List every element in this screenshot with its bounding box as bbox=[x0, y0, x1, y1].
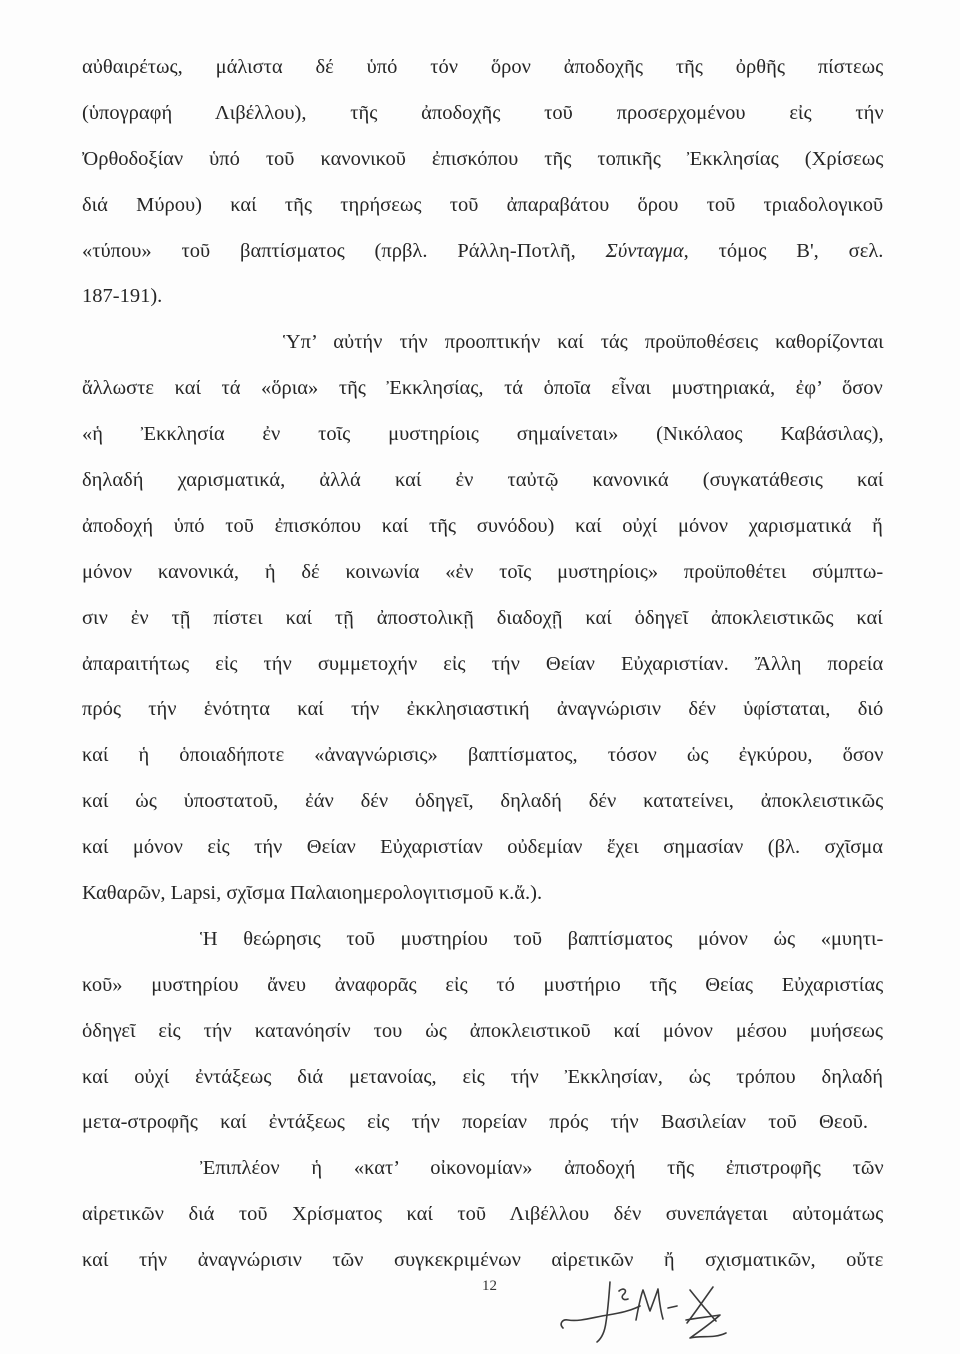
text-line bbox=[82, 550, 885, 596]
text-line bbox=[82, 229, 885, 275]
text-line bbox=[82, 687, 885, 733]
text-line bbox=[82, 458, 885, 504]
paragraph bbox=[82, 1146, 885, 1284]
italic-book-title: Σύνταγμα bbox=[605, 239, 684, 262]
line-text: ὁδηγεῖ εἰς τήν κατανόησίν του ὡς ἀποκλειστικοῦ καί μόνον μέσου μυήσεως bbox=[82, 1019, 883, 1042]
text-line bbox=[82, 779, 885, 825]
text-line bbox=[82, 504, 885, 550]
line-text: Ὀρθοδοξίαν ὑπό τοῦ κανονικοῦ ἐπισκόπου τῆς τοπικῆς Ἐκκλησίας (Χρίσεως bbox=[82, 147, 884, 170]
handwritten-signature-icon bbox=[550, 1268, 735, 1354]
line-text: διά Μύρου) καί τῆς τηρήσεως τοῦ ἀπαραβάτου ὅρου τοῦ τριαδολογικοῦ bbox=[82, 193, 884, 216]
text-line bbox=[200, 917, 885, 963]
line-text-segment: , τόμος Β', σελ. bbox=[683, 239, 884, 262]
text-line bbox=[82, 1055, 885, 1101]
page-number: 12 bbox=[482, 1278, 497, 1294]
paragraph bbox=[82, 320, 885, 917]
line-text: αἱρετικῶν διά τοῦ Χρίσματος καί τοῦ Λιβέλλου δέν συνεπάγεται αὐτομάτως bbox=[82, 1203, 884, 1226]
line-text bbox=[82, 240, 883, 262]
line-text: «ἡ Ἐκκλησία ἐν τοῖς μυστηρίοις σημαίνεται» (Νικόλαος Καβάσιλας), bbox=[82, 423, 884, 446]
text-line bbox=[82, 825, 885, 871]
line-text: αὐθαιρέτως, μάλιστα δέ ὑπό τόν ὅρον ἀποδοχῆς τῆς ὀρθῆς πίστεως bbox=[82, 56, 884, 78]
text-line bbox=[82, 871, 885, 917]
text-line bbox=[82, 1009, 885, 1055]
line-text: Καθαρῶν, Lapsi, σχῖσμα Παλαιοημερολογιτισμοῦ κ.ἄ.). bbox=[82, 882, 543, 905]
line-text: (ὑπογραφή Λιβέλλου), τῆς ἀποδοχῆς τοῦ προσερχομένου εἰς τήν bbox=[82, 101, 884, 124]
body-text bbox=[82, 45, 885, 1284]
line-text: καί μόνον εἰς τήν Θείαν Εὐχαριστίαν οὐδεμίαν ἔχει σημασίαν (βλ. σχῖσμα bbox=[82, 836, 883, 859]
text-line bbox=[82, 274, 885, 320]
line-text-segment: «τύπου» τοῦ βαπτίσματος (πρβλ. Ράλλη-Ποτλῆ, bbox=[82, 239, 606, 262]
text-line bbox=[82, 412, 885, 458]
text-line bbox=[82, 1192, 885, 1238]
text-line bbox=[82, 963, 885, 1009]
line-text: καί οὐχί ἐντάξεως διά μετανοίας, εἰς τήν Ἐκκλησίαν, ὡς τρόπου δηλαδή bbox=[82, 1065, 883, 1088]
text-line bbox=[82, 183, 885, 229]
line-text: ἄλλωστε καί τά «ὅρια» τῆς Ἐκκλησίας, τά ὁποῖα εἶναι μυστηριακά, ἐφ’ ὅσον bbox=[82, 377, 883, 400]
text-line bbox=[82, 45, 885, 91]
text-line bbox=[200, 1146, 885, 1192]
line-text: πρός τήν ἑνότητα καί τήν ἐκκλησιαστική ἀναγνώρισιν δέν ὑφίσταται, διό bbox=[82, 698, 884, 721]
text-line bbox=[82, 137, 885, 183]
text-line bbox=[82, 733, 885, 779]
line-text: ἀποδοχή ὑπό τοῦ ἐπισκόπου καί τῆς συνόδου) καί οὐχί μόνον χαρισματικά ἤ bbox=[82, 514, 883, 537]
paragraph bbox=[82, 917, 885, 1146]
text-line bbox=[82, 596, 885, 642]
text-line bbox=[283, 320, 885, 366]
text-line bbox=[82, 1100, 870, 1146]
line-text: καί ὡς ὑποστατοῦ, ἐάν δέν ὁδηγεῖ, δηλαδή δέν κατατείνει, ἀποκλειστικῶς bbox=[82, 790, 884, 813]
line-text: ἀπαραιτήτως εἰς τήν συμμετοχήν εἰς τήν Θείαν Εὐχαριστίαν. Ἄλλη πορεία bbox=[82, 652, 884, 675]
line-text: 187-191). bbox=[82, 285, 163, 308]
line-text: σιν ἐν τῇ πίστει καί τῇ ἀποστολικῇ διαδοχῇ καί ὁδηγεῖ ἀποκλειστικῶς καί bbox=[82, 606, 883, 629]
line-text: καί ἡ ὁποιαδήποτε «ἀναγνώρισις» βαπτίσματος, τόσον ὡς ἐγκύρου, ὅσον bbox=[82, 744, 884, 767]
line-text: Ἐπιπλέον ἡ «κατ’ οἰκονομίαν» ἀποδοχή τῆς ἐπιστροφῆς τῶν bbox=[200, 1157, 884, 1180]
line-text: κοῦ» μυστηρίου ἄνευ ἀναφορᾶς εἰς τό μυστήριο τῆς Θείας Εὐχαριστίας bbox=[82, 973, 884, 996]
text-line bbox=[82, 366, 885, 412]
line-text: δηλαδή χαρισματικά, ἀλλά καί ἐν ταὐτῷ κανονικά (συγκατάθεσις καί bbox=[82, 469, 884, 492]
paragraph bbox=[82, 45, 885, 320]
line-text: μόνον κανονικά, ἡ δέ κοινωνία «ἐν τοῖς μυστηρίοις» προϋποθέτει σύμπτω- bbox=[82, 560, 884, 583]
line-text: μετα-στροφῆς καί ἐντάξεως εἰς τήν πορείαν πρός τήν Βασιλείαν τοῦ Θεοῦ. bbox=[82, 1111, 868, 1134]
text-line bbox=[82, 91, 885, 137]
line-text: Ὑπ’ αὐτήν τήν προοπτικήν καί τάς προϋποθέσεις καθορίζονται bbox=[283, 331, 884, 354]
text-line bbox=[82, 642, 885, 688]
line-text: καί τήν ἀναγνώρισιν τῶν συγκεκριμένων αἱρετικῶν ἤ σχισματικῶν, οὔτε bbox=[82, 1249, 884, 1272]
line-text: Ἡ θεώρησις τοῦ μυστηρίου τοῦ βαπτίσματος μόνον ὡς «μυητι- bbox=[200, 927, 884, 950]
